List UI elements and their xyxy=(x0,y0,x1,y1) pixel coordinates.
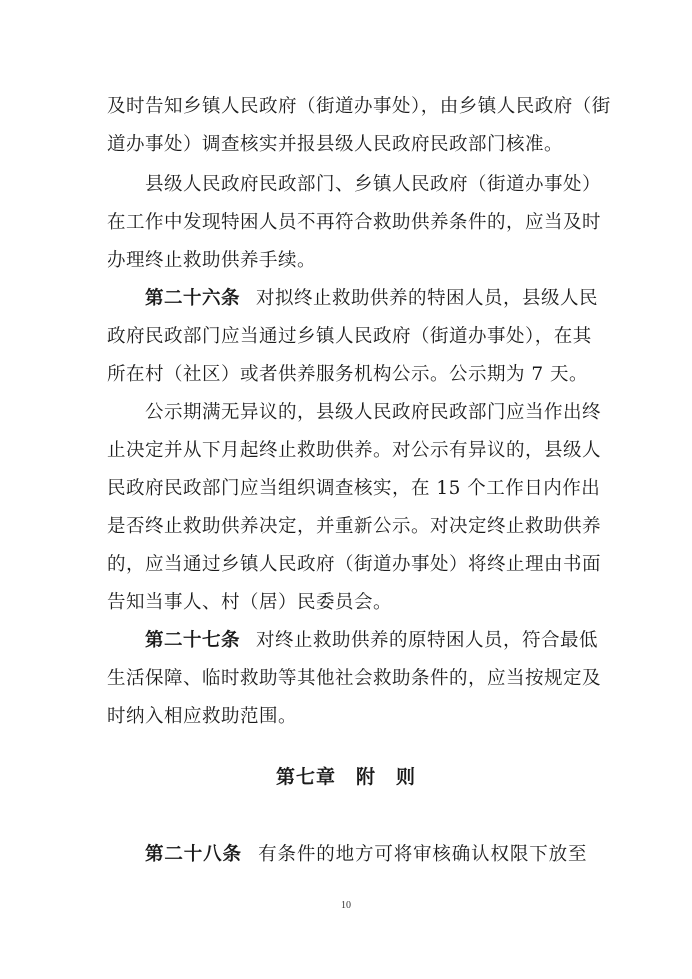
line-text: 民政府民政部门应当组织调查核实，在 15 个工作日内作出 xyxy=(107,478,601,499)
article-number: 第二十八条 xyxy=(145,844,242,865)
line-text: 办理终止救助供养手续。 xyxy=(107,250,317,271)
body-line xyxy=(107,551,602,579)
body-line xyxy=(107,437,602,465)
line-text: 是否终止救助供养决定，并重新公示。对决定终止救助供养 xyxy=(107,516,602,537)
body-line xyxy=(107,131,587,159)
body-line xyxy=(107,323,592,351)
line-text: 所在村（社区）或者供养服务机构公示。公示期为 7 天。 xyxy=(107,364,589,385)
body-line xyxy=(107,703,587,731)
line-text: 对拟终止救助供养的特困人员，县级人民 xyxy=(256,288,599,309)
line-text: 时纳入相应救助范围。 xyxy=(107,706,298,727)
article-28-first-line xyxy=(145,841,587,869)
body-line xyxy=(107,247,587,275)
body-line xyxy=(107,513,602,541)
line-text: 县级人民政府民政部门、乡镇人民政府（街道办事处） xyxy=(145,174,602,195)
line-text: 有条件的地方可将审核确认权限下放至 xyxy=(257,844,587,865)
line-text: 对终止救助供养的原特困人员，符合最低 xyxy=(256,630,599,651)
page-number: 10 xyxy=(341,900,351,911)
line-text: 政府民政部门应当通过乡镇人民政府（街道办事处），在其 xyxy=(107,326,592,347)
body-line xyxy=(107,475,601,503)
article-number: 第二十六条 xyxy=(145,288,241,309)
body-line xyxy=(107,209,602,237)
body-line xyxy=(107,93,611,121)
paragraph-first-line xyxy=(145,399,602,427)
line-text: 及时告知乡镇人民政府（街道办事处），由乡镇人民政府（街 xyxy=(107,96,611,117)
paragraph-first-line xyxy=(145,171,602,199)
line-text: 的，应当通过乡镇人民政府（街道办事处）将终止理由书面 xyxy=(107,554,602,575)
article-number: 第二十七条 xyxy=(145,630,241,651)
line-text: 生活保障、临时救助等其他社会救助条件的，应当按规定及 xyxy=(107,668,602,689)
line-text: 在工作中发现特困人员不再符合救助供养条件的，应当及时 xyxy=(107,212,602,233)
line-text: 告知当事人、村（居）民委员会。 xyxy=(107,592,393,613)
line-text: 止决定并从下月起终止救助供养。对公示有异议的，县级人 xyxy=(107,440,602,461)
chapter-heading: 第七章 附 则 xyxy=(275,766,416,788)
article-26-first-line xyxy=(145,285,599,313)
line-text: 公示期满无异议的，县级人民政府民政部门应当作出终 xyxy=(145,402,602,423)
line-text: 道办事处）调查核实并报县级人民政府民政部门核准。 xyxy=(107,134,564,155)
body-line xyxy=(107,589,587,617)
article-27-first-line xyxy=(145,627,599,655)
body-line xyxy=(107,361,587,389)
body-line xyxy=(107,665,602,693)
